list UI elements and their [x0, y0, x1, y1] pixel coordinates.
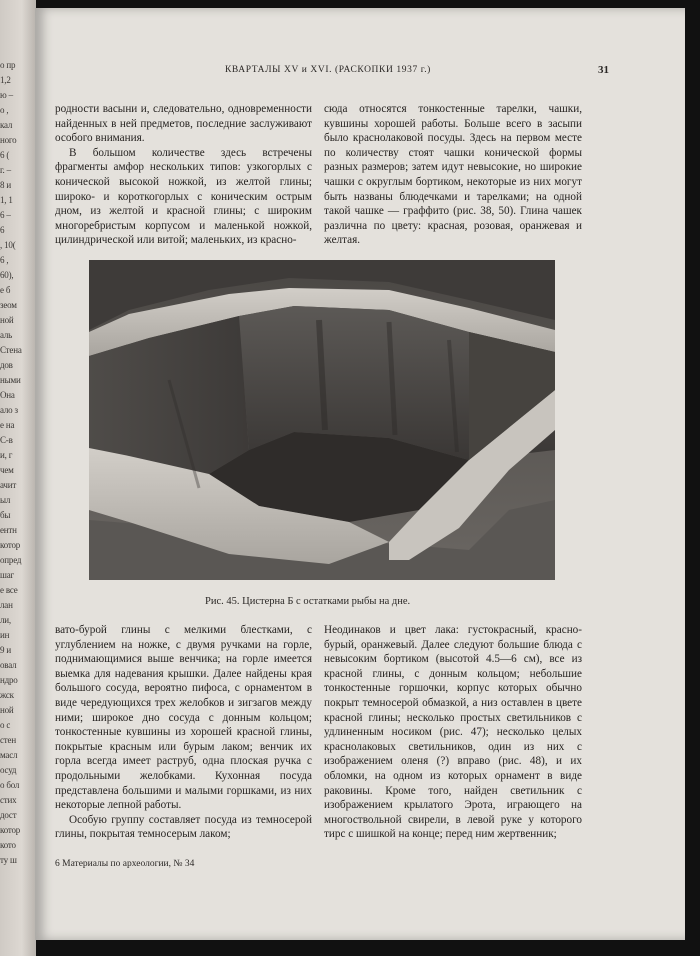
left-column-bottom	[55, 623, 312, 842]
previous-page-fragment: ало з	[0, 405, 18, 415]
running-head: КВАРТАЛЫ XV и XVI. (РАСКОПКИ 1937 г.)	[225, 65, 431, 75]
previous-page-fragment: шаг	[0, 570, 15, 580]
previous-page-fragment: лан	[0, 600, 13, 610]
previous-page-fragment: 9 и	[0, 645, 11, 655]
previous-page-fragment: ной	[0, 315, 14, 325]
previous-page-fragment: о бол	[0, 780, 20, 790]
previous-page-fragment: о ,	[0, 105, 9, 115]
previous-page-fragment: чем	[0, 465, 14, 475]
previous-page-fragment: дов	[0, 360, 13, 370]
previous-page-fragment: С-в	[0, 435, 13, 445]
paragraph: вато-бурой глины с мелкими блестками, с углублением на ножке, с двумя ручками на горле, поднимающимися выше венчика; на горле имеется выемка для надевания крышки. Далее найдены края большого сосуда, вероятно пифоса, с орнаментом в виде чередующихся трех желобков и зигзагов между ними; широкое дно сосуда с донным кольцом; тонкостенные кувшины из хорошей красной глины, покрытые красным или бурым лаком; венчик их горла всегда имеет раструб, одна плоская ручка с продольными желобками. Кухонная посуда представлена большими и малыми горшками, из них некоторые лепной работы.	[55, 624, 312, 812]
figure-caption: Рис. 45. Цистерна Б с остатками рыбы на дне.	[205, 596, 411, 607]
previous-page-fragment: аль	[0, 330, 13, 340]
previous-page-fragment: масл	[0, 750, 18, 760]
previous-page-fragment: 60),	[0, 270, 14, 280]
previous-page-fragment: стих	[0, 795, 17, 805]
previous-page-fragment: и, г	[0, 450, 13, 460]
previous-page-fragment: 8 и	[0, 180, 11, 190]
previous-page-fragment: осуд	[0, 765, 17, 775]
previous-page-fragment: ентн	[0, 525, 17, 535]
cistern-photograph	[89, 260, 555, 580]
cistern-image	[89, 260, 555, 580]
previous-page-fragment: дост	[0, 810, 17, 820]
previous-page-fragment: ной	[0, 705, 14, 715]
right-column-top	[324, 102, 582, 248]
left-column-top	[55, 102, 312, 248]
previous-page-fragment: 6 –	[0, 210, 11, 220]
previous-page-fragment: 6	[0, 225, 5, 235]
previous-page-fragment: о с	[0, 720, 11, 730]
previous-page-fragment: ю –	[0, 90, 13, 100]
previous-page-fragment: жск	[0, 690, 14, 700]
previous-page-fragment: 6 ,	[0, 255, 9, 265]
previous-page-fragment: г. –	[0, 165, 11, 175]
paragraph: сюда относятся тонкостенные тарелки, чашки, кувшины хорошей работы. Больше всего в засыпи было краснолаковой посуды. Здесь на первом месте по количеству стоят чашки конической формы разных размеров; затем идут невысокие, но широкие чашки с округлым бортиком, некоторые из них могут быть названы блюдечками и тарелками; на одной такой чашке — граффито (рис. 38, 50). Глина чашек различна по цвету: красная, розовая, оранжевая и желтая.	[324, 103, 582, 247]
previous-page-fragment: ли,	[0, 615, 11, 625]
previous-page-fragment: е на	[0, 420, 15, 430]
paragraph: родности васыни и, следовательно, одновременности найденных в ней предметов, последние заслуживают особого внимания.	[55, 103, 312, 145]
book-page	[35, 8, 685, 940]
previous-page-fragment: овал	[0, 660, 17, 670]
previous-page-fragment: котор	[0, 540, 21, 550]
previous-page-fragment: 6 (	[0, 150, 10, 160]
previous-page-fragment: бы	[0, 510, 11, 520]
previous-page-fragment: Она	[0, 390, 15, 400]
previous-page-fragment: ными	[0, 375, 21, 385]
previous-page-fragment: ндро	[0, 675, 18, 685]
previous-page-fragment: е б	[0, 285, 11, 295]
previous-page-fragment: опред	[0, 555, 22, 565]
previous-page-fragment: 1, 1	[0, 195, 13, 205]
paragraph: Особую группу составляет посуда из темносерой глины, покрытая темносерым лаком;	[55, 813, 312, 841]
previous-page-fragment: ту ш	[0, 855, 17, 865]
footer-signature: 6 Материалы по археологии, № 34	[55, 859, 195, 869]
paragraph: Неодинаков и цвет лака: густокрасный, красно-бурый, оранжевый. Далее следуют большие блюда с невысоким бортиком (высотой 4.5—6 см), все из красной глины, с донным кольцом; небольшие тонкостенные горшочки, корпус которых обычно покрыт темносерой обмазкой, а низ оставлен в цвете красной глины; несколько простых светильников с удлиненным носиком (рис. 47); несколько целых краснолаковых светильников, один из них с изображением оленя (?) вправо (рис. 48), и их обломки, на одном из которых орнамент в виде раковины. Кроме того, найден светильник с изображением крылатого Эрота, играющего на многоствольной свирели, в левой руке у которого тирс с шишкой на конце; перед ним жертвенник;	[324, 624, 582, 841]
previous-page-fragment: кал	[0, 120, 13, 130]
previous-page-fragment: котор	[0, 825, 21, 835]
paragraph: В большом количестве здесь встречены фрагменты амфор нескольких типов: узкогорлых с конической высокой ножкой, из желтой глины; широко- и короткогорлых с коническим острым дном, из желтой и красной глины; с широким многоребристым корпусом и маленькой ножкой, цилиндрической или витой; маленьких, из красно-	[55, 146, 312, 247]
previous-page-fragment: , 10(	[0, 240, 16, 250]
previous-page-fragment: ыл	[0, 495, 11, 505]
previous-page-fragment: стен	[0, 735, 16, 745]
page-number: 31	[598, 64, 609, 76]
previous-page-fragment: Стена	[0, 345, 22, 355]
previous-page-fragment: 1,2	[0, 75, 11, 85]
previous-page-fragment: зеом	[0, 300, 17, 310]
previous-page-fragment: о пр	[0, 60, 16, 70]
previous-page-fragment: ин	[0, 630, 10, 640]
right-column-bottom	[324, 623, 582, 842]
previous-page-fragment: ного	[0, 135, 17, 145]
previous-page-fragment: ачит	[0, 480, 17, 490]
previous-page-fragment: е все	[0, 585, 18, 595]
previous-page-fragment: кото	[0, 840, 16, 850]
previous-page-edge	[0, 0, 36, 956]
